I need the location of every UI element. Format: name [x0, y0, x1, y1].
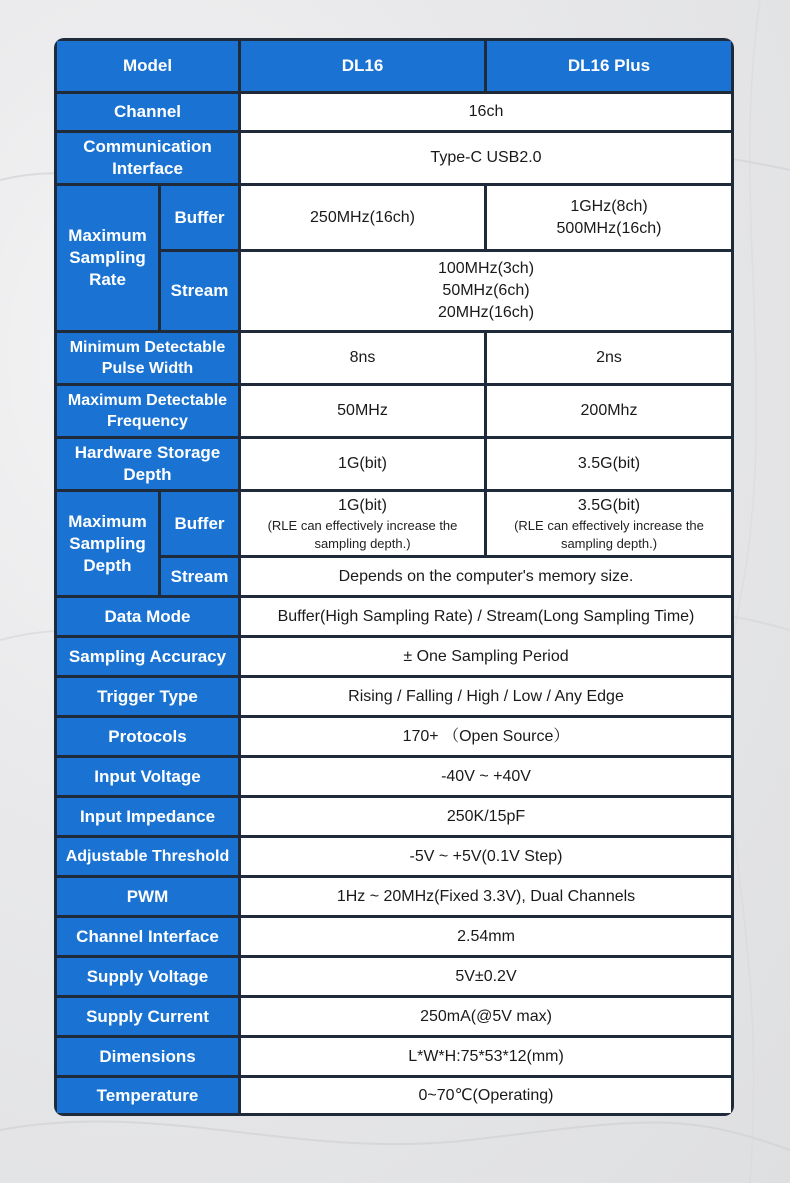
- spec-table: [54, 38, 734, 1116]
- row-value-pwm: 1Hz ~ 20MHz(Fixed 3.3V), Dual Channels: [241, 878, 731, 915]
- value-buffer-rate-dl16: 250MHz(16ch): [241, 186, 484, 249]
- sublabel-stream-rate: Stream: [161, 252, 238, 330]
- header-dl16: DL16: [241, 41, 484, 91]
- row-value-trigger-type: Rising / Falling / High / Low / Any Edge: [241, 678, 731, 715]
- sublabel-buffer-rate: Buffer: [161, 186, 238, 249]
- row-label-input-impedance: Input Impedance: [57, 798, 238, 835]
- value-max-freq-plus: 200Mhz: [487, 386, 731, 436]
- row-value-supply-current: 250mA(@5V max): [241, 998, 731, 1035]
- value-stream-depth: Depends on the computer's memory size.: [241, 558, 731, 595]
- value-storage-dl16: 1G(bit): [241, 439, 484, 489]
- row-label-channel-interface: Channel Interface: [57, 918, 238, 955]
- value-buffer-depth-plus: 3.5G(bit) (RLE can effectively increase the sampling depth.): [487, 492, 731, 555]
- value-max-freq-dl16: 50MHz: [241, 386, 484, 436]
- row-label-pwm: PWM: [57, 878, 238, 915]
- row-value-adjustable-threshold: -5V ~ +5V(0.1V Step): [241, 838, 731, 875]
- row-label-max-sampling-depth: Maximum Sampling Depth: [57, 492, 158, 595]
- header-dl16-plus: DL16 Plus: [487, 41, 731, 91]
- row-label-dimensions: Dimensions: [57, 1038, 238, 1075]
- row-value-communication-interface: Type-C USB2.0: [241, 133, 731, 183]
- row-label-max-sampling-rate: Maximum Sampling Rate: [57, 186, 158, 330]
- row-label-supply-current: Supply Current: [57, 998, 238, 1035]
- row-value-channel: 16ch: [241, 94, 731, 130]
- row-label-storage-depth: Hardware Storage Depth: [57, 439, 238, 489]
- row-value-input-impedance: 250K/15pF: [241, 798, 731, 835]
- row-value-temperature: 0~70℃(Operating): [241, 1078, 731, 1113]
- row-value-supply-voltage: 5V±0.2V: [241, 958, 731, 995]
- row-label-trigger-type: Trigger Type: [57, 678, 238, 715]
- row-value-data-mode: Buffer(High Sampling Rate) / Stream(Long Sampling Time): [241, 598, 731, 635]
- sublabel-buffer-depth: Buffer: [161, 492, 238, 555]
- sublabel-stream-depth: Stream: [161, 558, 238, 595]
- value-min-pulse-plus: 2ns: [487, 333, 731, 383]
- row-label-communication-interface: Communication Interface: [57, 133, 238, 183]
- value-stream-rate: 100MHz(3ch) 50MHz(6ch) 20MHz(16ch): [241, 252, 731, 330]
- row-label-temperature: Temperature: [57, 1078, 238, 1113]
- value-buffer-rate-plus: 1GHz(8ch) 500MHz(16ch): [487, 186, 731, 249]
- row-label-protocols: Protocols: [57, 718, 238, 755]
- row-label-input-voltage: Input Voltage: [57, 758, 238, 795]
- value-storage-plus: 3.5G(bit): [487, 439, 731, 489]
- row-label-channel: Channel: [57, 94, 238, 130]
- row-label-max-frequency: Maximum Detectable Frequency: [57, 386, 238, 436]
- row-label-adjustable-threshold: Adjustable Threshold: [57, 838, 238, 875]
- row-label-sampling-accuracy: Sampling Accuracy: [57, 638, 238, 675]
- header-model-label: Model: [57, 41, 238, 91]
- row-label-supply-voltage: Supply Voltage: [57, 958, 238, 995]
- value-buffer-depth-dl16: 1G(bit) (RLE can effectively increase the sampling depth.): [241, 492, 484, 555]
- row-value-input-voltage: -40V ~ +40V: [241, 758, 731, 795]
- row-label-data-mode: Data Mode: [57, 598, 238, 635]
- row-value-dimensions: L*W*H:75*53*12(mm): [241, 1038, 731, 1075]
- row-value-channel-interface: 2.54mm: [241, 918, 731, 955]
- value-min-pulse-dl16: 8ns: [241, 333, 484, 383]
- row-value-protocols: 170+ （Open Source）: [241, 718, 731, 755]
- row-value-sampling-accuracy: ± One Sampling Period: [241, 638, 731, 675]
- row-label-min-pulse-width: Minimum Detectable Pulse Width: [57, 333, 238, 383]
